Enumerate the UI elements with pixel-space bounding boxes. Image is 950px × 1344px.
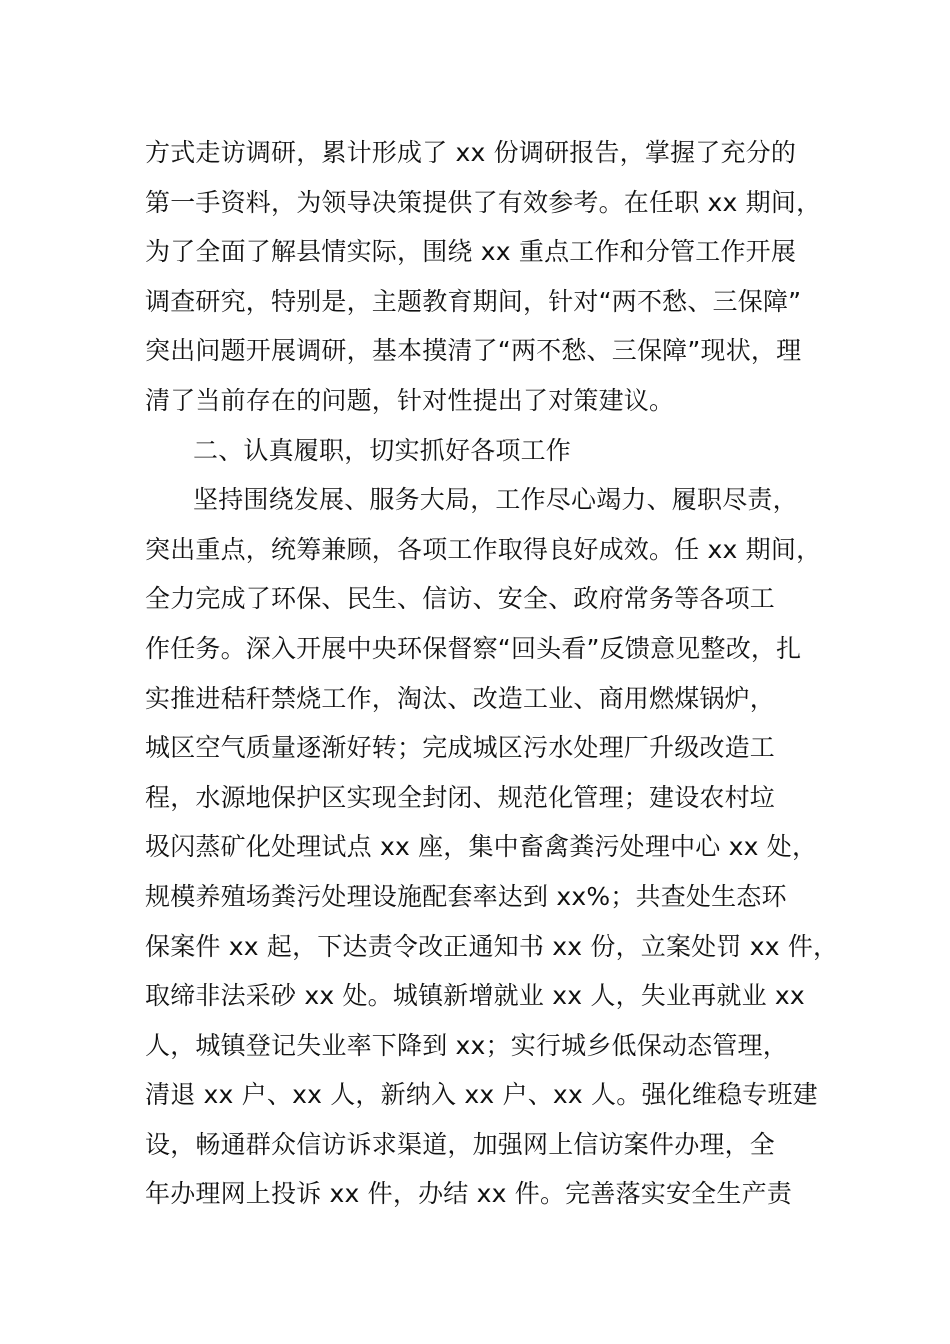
text-line: 程，水源地保护区实现全封闭、规范化管理；建设农村垃: [145, 782, 776, 812]
text-line: 全力完成了环保、民生、信访、安全、政府常务等各项工: [145, 584, 776, 614]
text-line: 突出问题开展调研，基本摸清了“两不愁、三保障”现状，理: [145, 336, 802, 366]
section-heading: 二、认真履职，切实抓好各项工作: [193, 435, 572, 465]
text-line: 作任务。深入开展中央环保督察“回头看”反馈意见整改，扎: [145, 633, 802, 663]
text-line: 清了当前存在的问题，针对性提出了对策建议。: [145, 385, 675, 415]
document-body: [145, 128, 839, 1219]
text-line: 方式走访调研，累计形成了 xx 份调研报告，掌握了充分的: [145, 138, 797, 167]
text-line: 保案件 xx 起，下达责令改正通知书 xx 份，立案处罚 xx 件，: [145, 931, 839, 961]
text-line: 规模养殖场粪污处理设施配套率达到 xx%；共查处生态环: [145, 881, 787, 911]
text-line: 年办理网上投诉 xx 件，办结 xx 件。完善落实安全生产责: [145, 1179, 792, 1209]
text-line: 突出重点，统筹兼顾，各项工作取得良好成效。任 xx 期间，: [145, 534, 822, 564]
text-line: 人，城镇登记失业率下降到 xx；实行城乡低保动态管理，: [145, 1030, 788, 1060]
text-line: 城区空气质量逐渐好转；完成城区污水处理厂升级改造工: [145, 733, 776, 763]
text-line: 取缔非法采砂 xx 处。城镇新增就业 xx 人，失业再就业 xx: [145, 981, 805, 1011]
text-line: 圾闪蒸矿化处理试点 xx 座，集中畜禽粪污处理中心 xx 处，: [145, 832, 818, 862]
text-line: 调查研究，特别是，主题教育期间，针对“两不愁、三保障”: [145, 286, 802, 316]
text-line: 第一手资料，为领导决策提供了有效参考。在任职 xx 期间，: [145, 187, 822, 217]
text-line: 实推进秸秆禁烧工作，淘汰、改造工业、商用燃煤锅炉，: [145, 683, 776, 713]
paragraph-first-line: 坚持围绕发展、服务大局，工作尽心竭力、履职尽责，: [193, 485, 798, 515]
text-line: 清退 xx 户、xx 人，新纳入 xx 户、xx 人。强化维稳专班建: [145, 1080, 818, 1110]
text-line: 设，畅通群众信访诉求渠道，加强网上信访案件办理，全: [145, 1129, 776, 1159]
text-line: 为了全面了解县情实际，围绕 xx 重点工作和分管工作开展: [145, 237, 797, 267]
